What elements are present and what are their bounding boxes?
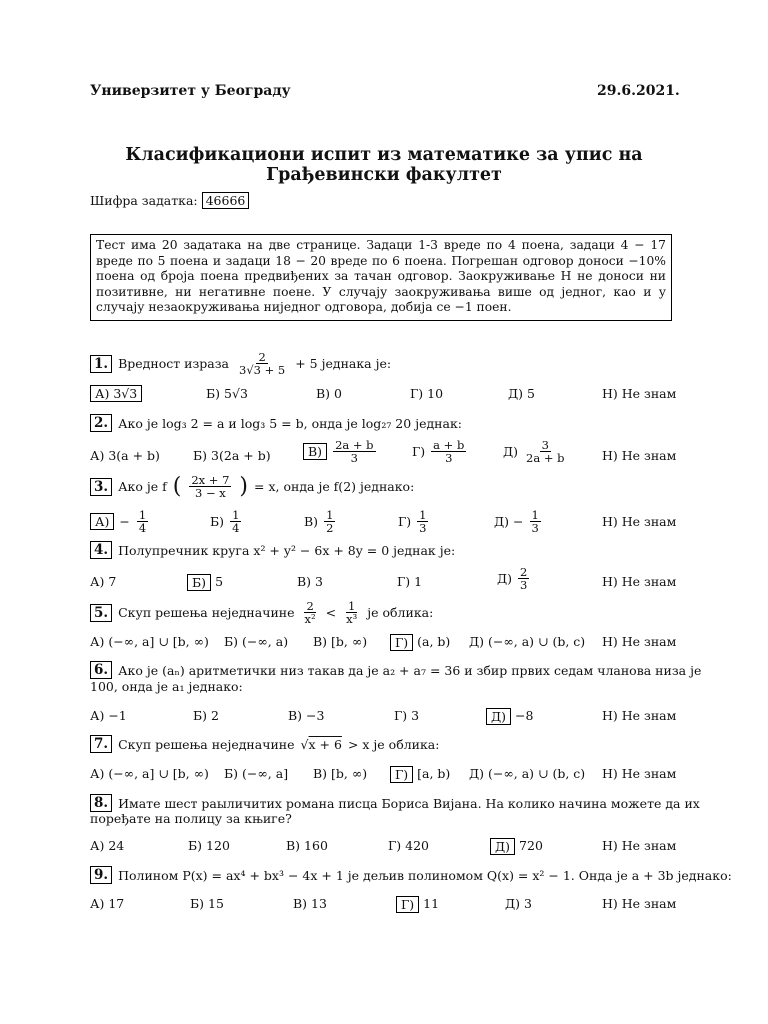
question-4 (90, 541, 455, 559)
answer-b[interactable]: Б) (−∞, a] (224, 766, 289, 781)
task-code-label: Шифра задатка: (90, 193, 198, 208)
selected-marker: Д) (490, 838, 515, 855)
answer-g[interactable]: Г) 1 (397, 574, 423, 589)
question-7 (90, 735, 439, 753)
answer-a[interactable] (90, 509, 150, 534)
answer-g[interactable] (390, 766, 450, 783)
question-5 (90, 600, 433, 625)
question-text-end: је облика: (367, 605, 434, 620)
question-8 (90, 794, 700, 812)
option-value: [a, b) (417, 766, 451, 781)
numerator: 1 (348, 599, 356, 613)
denominator: 2 (326, 521, 334, 535)
fraction (137, 509, 148, 534)
denominator: 3 (419, 521, 427, 535)
fraction (333, 439, 375, 464)
selected-marker: А) 3√3 (90, 385, 142, 402)
fraction (518, 566, 529, 591)
minus-sign: − (119, 514, 130, 529)
option-value: 5 (215, 574, 224, 589)
answer-a[interactable]: А) (−∞, a] ∪ [b, ∞) (90, 634, 209, 649)
answer-d[interactable]: Д) (−∞, a) ∪ (b, c) (469, 634, 586, 649)
fraction (303, 600, 318, 625)
answer-b[interactable]: Б) 5√3 (206, 386, 248, 401)
question-number: 5. (90, 604, 112, 622)
radicand: x + 6 (308, 736, 342, 752)
option-letter: Б) (210, 514, 225, 529)
numerator: 2 (520, 565, 528, 579)
answer-a[interactable]: А) 7 (90, 574, 117, 589)
question-text-line2: 100, онда је a₁ једнако: (90, 679, 243, 694)
question-text-end: > x је облика: (347, 736, 440, 752)
answer-d[interactable]: Д) 5 (508, 386, 535, 401)
selected-marker: Г) (390, 634, 413, 651)
answer-a[interactable]: А) 17 (90, 896, 125, 911)
answer-b[interactable] (187, 574, 223, 591)
denominator: 3√3 + 5 (239, 363, 286, 377)
answer-g[interactable] (398, 509, 430, 534)
denominator: 4 (232, 521, 240, 535)
instructions-box: Тест има 20 задатака на две странице. Задаци 1-3 вреде по 4 поена, задаци 4 − 17 вреде по 5 поена и задаци 18 − 20 вреде по 6 поена. Погрешан одговор доноси −10% поена од броја поена предвиђених за тачан одговор. Заокруживање Н не доноси ни позитивне, ни негативне поене. У случају заокруживања више од једног, као и у случају незаокруживања ниједног одговора, добија се −1 поен. (90, 234, 672, 321)
question-number: 8. (90, 794, 112, 812)
numerator: 2a + b (335, 438, 374, 452)
question-text-end: + 5 једнака је: (295, 356, 392, 371)
question-number: 1. (90, 355, 112, 373)
option-letter: Д) (497, 571, 513, 586)
answer-n[interactable]: Н) Не знам (602, 634, 677, 649)
question-9 (90, 866, 732, 884)
exam-title-line2: Грађевински факултет (266, 165, 502, 185)
selected-marker: Г) (396, 896, 419, 913)
question-1 (90, 351, 391, 376)
answer-v[interactable]: В) 3 (297, 574, 323, 589)
answer-d[interactable] (486, 708, 533, 725)
question-number: 7. (90, 735, 112, 753)
numerator: a + b (433, 438, 465, 452)
denominator: 3 (520, 578, 528, 592)
question-number: 6. (90, 661, 112, 679)
answer-a[interactable]: А) −1 (90, 708, 127, 723)
answer-v[interactable]: В) 13 (293, 896, 327, 911)
answer-v[interactable]: В) [b, ∞) (313, 634, 368, 649)
answer-v[interactable] (303, 439, 378, 464)
exam-title-line1: Класификациони испит из математике за упис на (125, 145, 643, 165)
answer-g[interactable] (390, 634, 450, 651)
question-3 (90, 474, 414, 499)
answer-a[interactable]: А) (−∞, a] ∪ [b, ∞) (90, 766, 209, 781)
answer-g[interactable]: Г) 10 (410, 386, 444, 401)
answer-b[interactable]: Б) (−∞, a) (224, 634, 289, 649)
answer-a[interactable] (90, 386, 142, 401)
answer-n[interactable]: Н) Не знам (602, 514, 677, 529)
answer-b[interactable] (210, 509, 243, 534)
exam-date: 29.6.2021. (597, 83, 680, 99)
selected-marker: Д) (486, 708, 511, 725)
university-name: Универзитет у Београду (90, 83, 291, 99)
answer-d[interactable] (503, 439, 569, 464)
answer-v[interactable]: В) 160 (286, 838, 328, 853)
answer-n[interactable]: Н) Не знам (602, 574, 677, 589)
answer-n[interactable]: Н) Не знам (602, 766, 677, 781)
answer-b[interactable]: Б) 15 (190, 896, 224, 911)
question-text: Вредност израза (118, 356, 229, 371)
numerator: 2 (306, 599, 314, 613)
numerator: 3 (541, 438, 549, 452)
answer-g[interactable] (396, 896, 439, 913)
option-letter: Д) (503, 444, 519, 459)
denominator: 3 (350, 451, 358, 465)
question-number: 4. (90, 541, 112, 559)
numerator: 1 (531, 508, 539, 522)
selected-marker: Г) (390, 766, 413, 783)
numerator: 2 (258, 350, 266, 364)
answer-v[interactable]: В) [b, ∞) (313, 766, 368, 781)
fraction (344, 600, 359, 625)
question-number: 9. (90, 866, 112, 884)
answer-b[interactable]: Б) 3(2a + b) (193, 448, 271, 463)
question-2 (90, 414, 462, 432)
answer-v[interactable]: В) 0 (316, 386, 342, 401)
sqrt-expression: √x + 6 (300, 736, 342, 752)
answer-g[interactable]: Г) 3 (394, 708, 420, 723)
question-text: Ако је (aₙ) аритметички низ такав да је a₂ + a₇ = 36 и збир првих седам чланова низа је (118, 662, 702, 678)
question-text-line2: поређате на полицу за књиге? (90, 811, 292, 826)
denominator: 3 (445, 451, 453, 465)
fraction (230, 509, 241, 534)
option-value: −8 (515, 708, 534, 723)
option-letter: Д) − (494, 514, 524, 529)
answer-n[interactable]: Н) Не знам (602, 838, 677, 853)
option-value: 720 (519, 838, 543, 853)
answer-a[interactable]: А) 3(a + b) (90, 448, 160, 463)
numerator: 1 (232, 508, 240, 522)
fraction (530, 509, 541, 534)
answer-d[interactable] (497, 566, 531, 591)
question-text: Полином P(x) = ax⁴ + bx³ − 4x + 1 је дељив полиномом Q(x) = x² − 1. Онда је a + 3b једнако: (118, 867, 732, 883)
answer-v[interactable]: В) −3 (288, 708, 325, 723)
denominator: 4 (138, 521, 147, 535)
task-code (90, 193, 249, 208)
question-6 (90, 661, 701, 679)
answer-d[interactable]: Д) 3 (505, 896, 532, 911)
numerator: 2x + 7 (191, 473, 230, 487)
numerator: 1 (138, 508, 147, 522)
option-letter: В) (304, 514, 319, 529)
fraction (524, 439, 566, 464)
fraction (417, 509, 428, 534)
answer-a[interactable]: А) 24 (90, 838, 125, 853)
answer-n[interactable]: Н) Не знам (602, 386, 677, 401)
answer-n[interactable]: Н) Не знам (602, 896, 677, 911)
denominator: x³ (346, 612, 358, 626)
answer-g[interactable] (412, 439, 468, 464)
task-code-value: 46666 (202, 192, 250, 209)
numerator: 1 (419, 508, 427, 522)
question-text: Скуп решења неједначине (118, 605, 295, 620)
paren-close: ) (239, 474, 249, 499)
less-than-sign: < (325, 605, 337, 620)
answer-d[interactable]: Д) (−∞, a) ∪ (b, c) (469, 766, 586, 781)
question-text: Ако је log₃ 2 = a и log₃ 5 = b, онда је log₂₇ 20 једнак: (118, 415, 462, 431)
denominator: 2a + b (526, 451, 565, 465)
fraction (237, 351, 287, 376)
question-number: 2. (90, 414, 112, 432)
answer-n[interactable]: Н) Не знам (602, 708, 677, 723)
answer-d[interactable] (494, 509, 543, 534)
paren-open: ( (172, 474, 182, 499)
option-value: (a, b) (417, 634, 451, 649)
fraction (189, 474, 231, 499)
option-value: 11 (423, 896, 440, 911)
selected-marker: В) (303, 443, 327, 460)
question-text: Скуп решења неједначине (118, 736, 295, 752)
answer-g[interactable]: Г) 420 (388, 838, 429, 853)
numerator: 1 (326, 508, 334, 522)
answer-n[interactable]: Н) Не знам (602, 448, 677, 463)
fraction (431, 439, 466, 464)
selected-marker: Б) (187, 574, 211, 591)
question-text: Полупречник круга x² + y² − 6x + 8y = 0 једнак је: (118, 542, 456, 558)
answer-v[interactable] (304, 509, 337, 534)
answer-b[interactable]: Б) 2 (193, 708, 219, 723)
option-letter: Г) (412, 444, 426, 459)
answer-d[interactable] (490, 838, 543, 855)
question-text: Ако је f (118, 479, 167, 494)
denominator: x² (304, 612, 316, 626)
question-number: 3. (90, 478, 112, 496)
denominator: 3 (531, 521, 539, 535)
answer-b[interactable]: Б) 120 (188, 838, 230, 853)
selected-marker: А) (90, 513, 114, 530)
question-text: Имате шест раыличитих романа писца Бориса Вијана. На колико начина можете да их (118, 795, 700, 811)
fraction (324, 509, 335, 534)
option-letter: Г) (398, 514, 412, 529)
question-text-end: = x, онда је f(2) једнако: (254, 479, 415, 494)
denominator: 3 − x (195, 486, 226, 500)
